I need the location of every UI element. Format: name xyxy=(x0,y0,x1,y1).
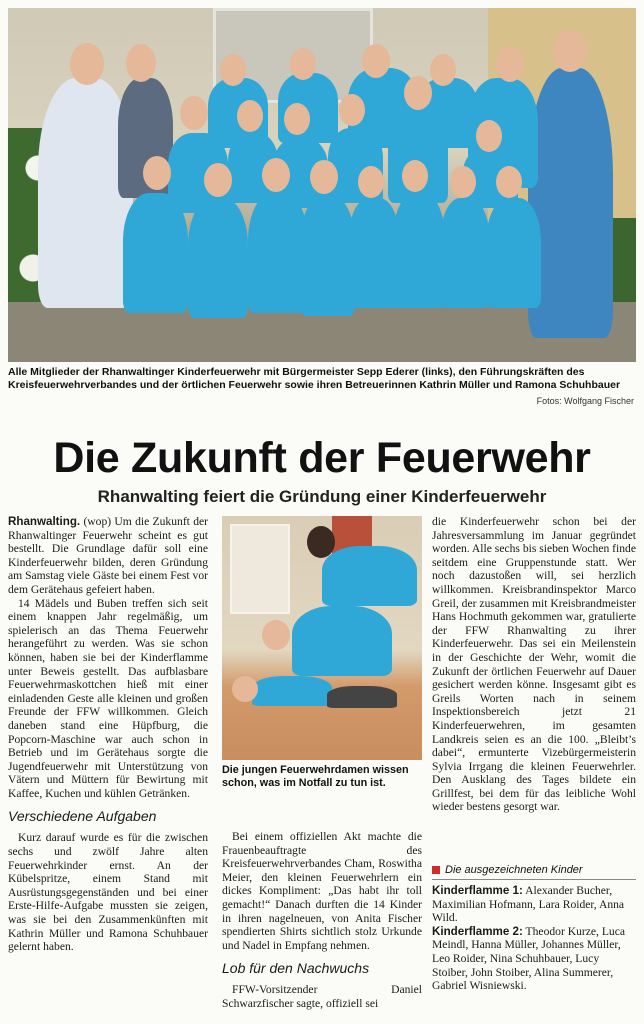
photo-window xyxy=(230,524,290,614)
headline: Die Zukunft der Feuerwehr xyxy=(53,434,591,482)
section-heading: Verschiedene Aufgaben xyxy=(8,808,157,825)
first-aid-photo xyxy=(222,516,422,760)
subheadline: Rhanwalting feiert die Gründung einer Kinderfeuerwehr xyxy=(97,487,547,506)
paragraph: die Kinderfeuerwehr schon bei der Jahresversammlung im Januar gegründet worden. Alle sechs bis sieben Wochen finde seitdem eine Gruppenstunde statt. Wer noch dazustoßen will, sei herzlich willkommen. Kreisbrandinspektor Marco Greil, der zusammen mit Kreisbrandmeister Hans Hochmuth gekommen war, gratulierte der FFW Rhanwalting zu ihrer Kinderfeuerwehr. Das sei ein Meilenstein in der Geschichte der Wehr, womit die Zukunft der örtlichen Feuerwehr auf Dauer gesichert werden könne. Insgesamt gibt es Greils Worten nach in seinem Inspektionsbereich jetzt 21 Kinderfeuerwehren, im gesamten Landkreis seien es an die 100. „Bleibt’s dabei“, ermunterte Vizebürgermeisterin Sylvia Irrgang die kleinen Feuerwehrler. Den Ausklang des Tages bildete ein Grillfest, bei dem für das leibliche Wohl wieder bestens gesorgt war. xyxy=(432,515,636,814)
red-square-icon xyxy=(432,866,440,874)
paragraph xyxy=(8,515,208,597)
award-group-label: Kinderflamme 1: xyxy=(432,884,523,897)
award-group-label: Kinderflamme 2: xyxy=(432,924,523,938)
award-group xyxy=(432,925,636,993)
award-group-names: Alexander Bucher, Maximilian Hofmann, Lara Roider, Anna Wild. xyxy=(432,884,625,925)
paragraph: FFW-Vorsitzender Daniel Schwarzfischer sagte, offiziell sei xyxy=(222,983,422,1010)
dateline: Rhanwalting. xyxy=(8,515,81,528)
awards-heading-text: Die ausgezeichneten Kinder xyxy=(445,864,583,876)
paragraph-text: (wop) Um die Zukunft der Rhanwaltinger Feuerwehr scheint es gut bestellt. Die Grundlage dafür soll eine Kinderfeuerwehr bilden, deren Gründung am Samstag viele Gäste bei einem Fest vor dem Gerätehaus gefeiert haben. xyxy=(8,515,208,596)
group-photo xyxy=(8,8,636,362)
award-group xyxy=(432,884,636,925)
inset-caption: Die jungen Feuerwehrdamen wissen schon, was im Notfall zu tun ist. xyxy=(222,764,409,789)
photo-credit: Fotos: Wolfgang Fischer xyxy=(536,396,634,406)
article-column-1 xyxy=(8,515,208,954)
section-heading: Lob für den Nachwuchs xyxy=(222,960,370,977)
award-group-names: Theodor Kurze, Luca Meindl, Hanna Müller, Johannes Müller, Leo Roider, Nina Schuhbauer, Lucy Stoiber, John Stoiber, Alina Summerer, Gabriel Wisniewski. xyxy=(432,924,626,993)
awards-list xyxy=(432,884,636,993)
paragraph: Kurz darauf wurde es für die zwischen sechs und zwölf Jahre alten Feuerwehrkinder ernst. An der Kübelspritze, einem Stand mit Ausrüstungsgegenständen und bei einer Erste-Hilfe-Aufgabe mussten sie zeigen, was sie bei den Zusammenkünften mit Kathrin Müller und Ramona Schuhbauer gelernt haben. xyxy=(8,831,208,954)
article-column-3 xyxy=(432,515,636,814)
photo-caption: Alle Mitglieder der Rhanwaltinger Kinderfeuerwehr mit Bürgermeister Sepp Ederer (links), den Führungskräften des Kreisfeuerwehrverbandes und der örtlichen Feuerwehr sowie ihren Betreuerinnen Kathrin Müller und Ramona Schuhbauer xyxy=(8,366,621,391)
paragraph: Bei einem offiziellen Akt machte die Frauenbeauftragte des Kreisfeuerwehrverbandes Cham, Roswitha Meier, den kleinen Feuerwehrlern ein dickes Kompliment: „Das habt ihr toll gemacht!“ Danach durften die 14 Kinder in ihren nagelneuen, von Anita Fischer spendierten Shirts sichtlich stolz Urkunde und Nadel in Empfang nehmen. xyxy=(222,830,422,952)
awards-heading xyxy=(432,864,636,880)
paragraph: 14 Mädels und Buben treffen sich seit einem knappen Jahr regelmäßig, um spielerisch an das Thema Feuerwehr herangeführt zu werden. Was sie schon können, haben sie bei der Kinderflamme unter Beweis gestellt. Das aufblasbare Feuerwehrmaskottchen hieß mit einer einladenden Geste alle kleinen und großen Freunde der FFW willkommen. Gleich daneben stand eine Hüpfburg, die Popcorn-Maschine war auch schon in Betrieb und im Gerätehaus sorgte die Jugendfeuerwehr mit Unterstützung von Vätern und Müttern für Bewirtung mit Kaffee, Kuchen und kühlen Getränken. xyxy=(8,596,208,800)
article-column-2 xyxy=(222,830,422,1011)
